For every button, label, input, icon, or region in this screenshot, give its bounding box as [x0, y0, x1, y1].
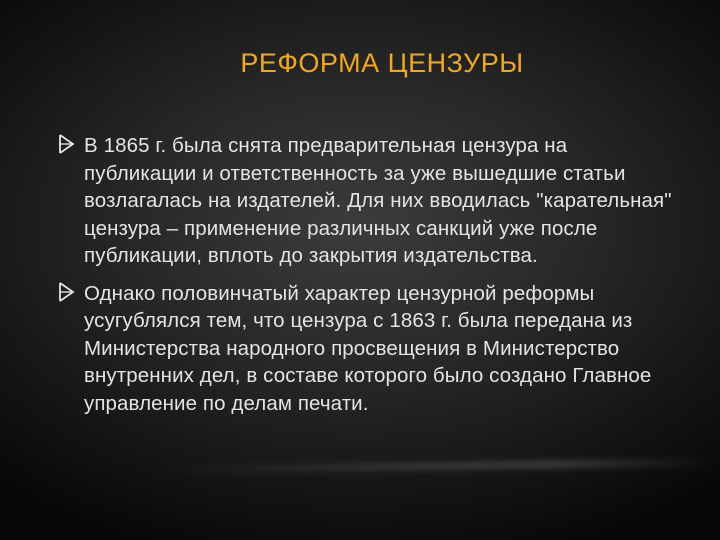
slide-title: РЕФОРМА ЦЕНЗУРЫ [240, 48, 524, 78]
bullet-item [58, 280, 678, 418]
bullet-item [58, 132, 678, 270]
bullet-list [58, 132, 678, 427]
light-glare [160, 458, 720, 474]
arrow-bullet-icon [58, 281, 75, 303]
bullet-text: Однако половинчатый характер цензурной реформы усугублялся тем, что цензура с 1863 г. была передана из Министерства народного просвещения в Министерство внутренних дел, в составе которого было создано Главное управление по делам печати. [84, 281, 652, 415]
bullet-text: В 1865 г. была снята предварительная цензура на публикации и ответственность за уже вышедшие статьи возлагалась на издателей. Для них вводилась "карательная" цензура – применение различных санкций уже после публикации, вплоть до закрытия издательства. [84, 134, 672, 267]
arrow-bullet-icon [58, 133, 75, 155]
